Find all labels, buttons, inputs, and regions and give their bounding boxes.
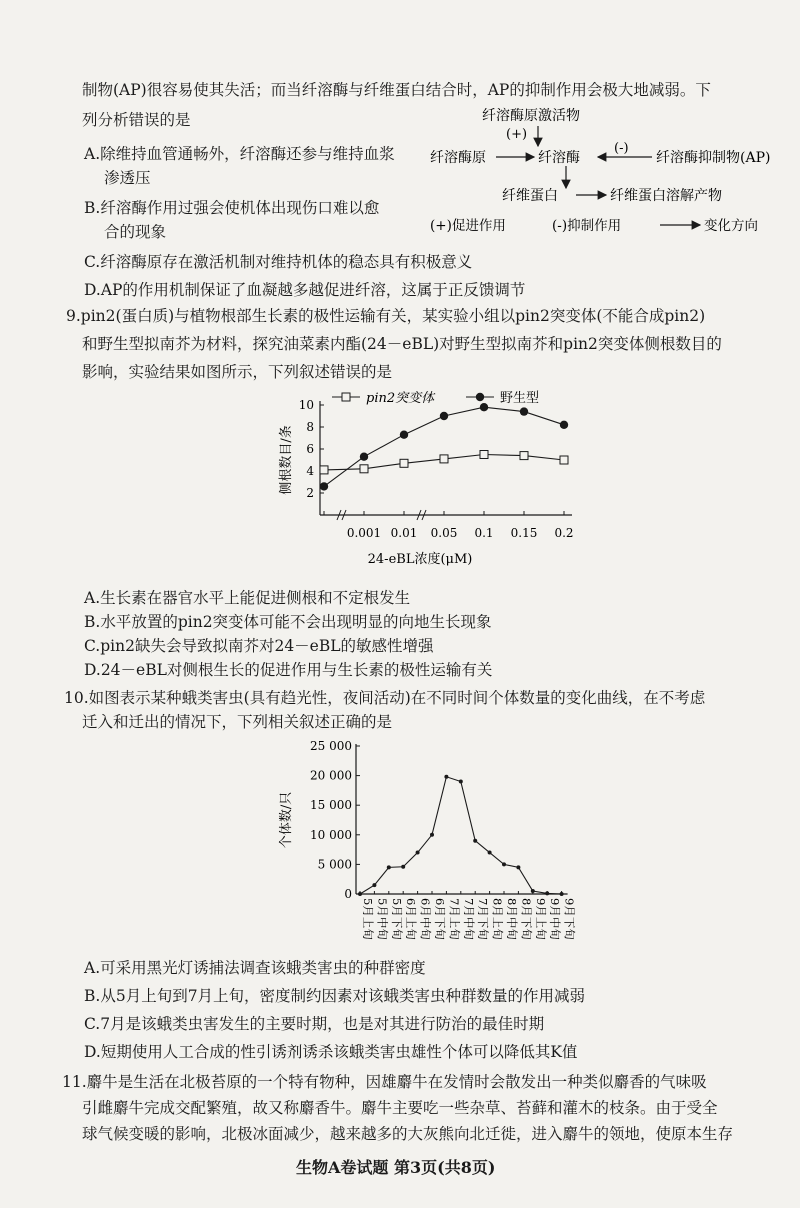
data-point-pin2 [360,465,368,473]
data-point [473,839,477,843]
q9-option-c[interactable]: C.pin2缺失会导致拟南芥对24－eBL的敏感性增强 [84,637,434,655]
q10-option-b[interactable]: B.从5月上旬到7月上旬，密度制约因素对该蛾类害虫种群数量的作用减弱 [84,987,586,1005]
data-point-wildtype [520,407,528,415]
y-axis-label: 个体数/只 [279,791,294,849]
y-tick-label: 5 000 [317,857,352,872]
q8-option-a[interactable]: A.除维持血管通畅外，纤溶酶还参与维持血浆 [84,145,395,163]
legend-label-wildtype: 野生型 [500,391,540,406]
y-tick-label: 2 [306,486,314,500]
data-point [531,889,535,893]
x-tick-label: 0.2 [554,526,574,540]
q11-stem-line1: 11.麝牛是生活在北极苔原的一个特有物种，因雄麝牛在发情时会散发出一种类似麝香的气味吸 [62,1073,707,1091]
data-point-pin2 [480,451,488,459]
data-point [387,865,391,869]
moth-population-chart [270,732,610,952]
legend-marker-pin2 [342,393,350,401]
y-tick-label: 10 [298,398,314,412]
y-tick-label: 4 [306,464,314,478]
q9-stem-line2: 和野生型拟南芥为材料，探究油菜素内酯(24－eBL)对野生型拟南芥和pin2突变体侧根数目的 [82,335,722,353]
q10-stem-line2: 迁入和迁出的情况下，下列相关叙述正确的是 [82,713,393,731]
diagram-precursor: 纤溶酶原 [430,150,486,166]
x-tick-label: 9月下旬 [562,898,577,940]
data-point [416,851,420,855]
data-point [516,865,520,869]
q8-option-b-cont: 合的现象 [104,223,167,241]
x-tick-label: 0.1 [474,526,494,540]
q10-option-a[interactable]: A.可采用黑光灯诱捕法调查该蛾类害虫的种群密度 [84,959,426,977]
data-point [560,892,564,896]
q10-option-d[interactable]: D.短期使用人工合成的性引诱剂诱杀该蛾类害虫雄性个体可以降低其K值 [84,1043,578,1061]
data-point-wildtype [560,421,568,429]
data-point [488,851,492,855]
x-tick-label: 5月下旬 [389,898,404,940]
data-point-pin2 [440,455,448,463]
data-point [545,891,549,895]
x-tick-label: 9月上旬 [533,898,548,940]
data-point-wildtype [320,482,328,490]
data-point-wildtype [440,412,448,420]
x-tick-label: 6月上旬 [404,898,419,940]
x-tick-label: 8月上旬 [490,898,505,940]
q8-option-c[interactable]: C.纤溶酶原存在激活机制对维持机体的稳态具有积极意义 [84,253,473,271]
y-tick-label: 6 [306,442,314,456]
q11-stem-line3: 球气候变暖的影响，北极冰面减少，越来越多的大灰熊向北迁徙，进入麝牛的领地，使原本生存 [82,1125,734,1143]
q8-option-a-cont: 渗透压 [104,169,151,187]
x-tick-label: 7月上旬 [447,898,462,940]
data-point-wildtype [360,453,368,461]
x-tick-label: 6月中旬 [418,898,433,940]
y-tick-label: 0 [344,887,352,901]
q9-stem-line3: 影响，实验结果如图所示，下列叙述错误的是 [82,363,393,381]
legend-marker-wildtype [476,393,484,401]
q9-option-a[interactable]: A.生长素在器官水平上能促进侧根和不定根发生 [84,589,411,607]
fibrinolysis-diagram [420,100,800,240]
diagram-legend-plus: (+)促进作用 [430,218,506,234]
data-point-wildtype [400,431,408,439]
x-tick-label: 0.001 [346,526,382,540]
data-point-pin2 [400,459,408,467]
data-point [430,833,434,837]
x-tick-label: 5月上旬 [361,898,375,940]
q9-option-b[interactable]: B.水平放置的pin2突变体可能不会出现明显的向地生长现象 [84,613,492,631]
y-tick-label: 8 [306,420,314,434]
y-tick-label: 10 000 [310,827,352,842]
data-point [401,865,405,869]
diagram-minus-label: (-) [614,141,629,156]
x-tick-label: 8月中旬 [505,898,519,940]
data-point [459,780,463,784]
diagram-inhibitor: 纤溶酶抑制物(AP) [656,150,771,166]
diagram-activator: 纤溶酶原激活物 [482,108,580,124]
diagram-legend-minus: (-)抑制作用 [552,218,622,234]
x-tick-label: 6月下旬 [433,898,447,940]
q11-stem-line2: 引雌麝牛完成交配繁殖，故又称麝香牛。麝牛主要吃一些杂草、苔藓和灌木的枝条。由于受全 [82,1099,718,1117]
diagram-fibrin: 纤维蛋白 [502,188,558,204]
x-tick-label: 0.15 [510,526,538,540]
x-tick-label: 7月下旬 [476,898,491,940]
diagram-legend-arrow: 变化方向 [704,218,758,234]
diagram-plus-label: (+) [506,127,528,142]
diagram-enzyme: 纤溶酶 [538,150,580,166]
x-tick-label: 0.01 [390,526,418,540]
q8-stem-line2: 列分析错误的是 [82,111,191,129]
x-tick-label: 9月中旬 [548,898,563,940]
data-point [502,862,506,866]
lateral-root-chart [270,385,590,580]
page-footer: 生物A卷试题 第3页(共8页) [296,1158,496,1177]
diagram-product: 纤维蛋白溶解产物 [610,188,722,204]
data-point [372,883,376,887]
q10-stem-line1: 10.如图表示某种蛾类害虫(具有趋光性，夜间活动)在不同时间个体数量的变化曲线，在不考虑 [64,689,706,707]
legend-label-pin2: pin2突变体 [366,391,435,406]
data-point-pin2 [320,466,328,474]
q8-option-b[interactable]: B.纤溶酶作用过强会使机体出现伤口难以愈 [84,199,380,217]
data-point-pin2 [520,452,528,460]
x-tick-label: 7月中旬 [461,898,476,940]
y-tick-label: 20 000 [310,768,352,783]
x-axis-label: 24-eBL浓度(μM) [367,552,473,567]
x-tick-label: 8月下旬 [519,898,534,940]
x-tick-label: 0.05 [430,526,458,540]
q8-option-d[interactable]: D.AP的作用机制保证了血凝越多越促进纤溶，这属于正反馈调节 [84,281,526,299]
q9-stem-line1: 9.pin2(蛋白质)与植物根部生长素的极性运输有关，某实验小组以pin2突变体(不能合成pin2) [66,307,706,325]
data-point-wildtype [480,403,488,411]
q8-stem-line1: 制物(AP)很容易使其失活；而当纤溶酶与纤维蛋白结合时，AP的抑制作用会极大地减弱。下 [82,81,711,99]
q10-option-c[interactable]: C.7月是该蛾类虫害发生的主要时期，也是对其进行防治的最佳时期 [84,1015,545,1033]
y-tick-label: 25 000 [310,739,352,753]
x-tick-label: 5月中旬 [375,898,390,940]
data-point [358,892,362,896]
y-axis-label: 侧根数目/条 [279,425,294,495]
data-point [444,775,448,779]
population-line [360,777,562,894]
data-point-pin2 [560,456,568,464]
y-tick-label: 15 000 [310,798,352,813]
q9-option-d[interactable]: D.24－eBL对侧根生长的促进作用与生长素的极性运输有关 [84,661,493,679]
